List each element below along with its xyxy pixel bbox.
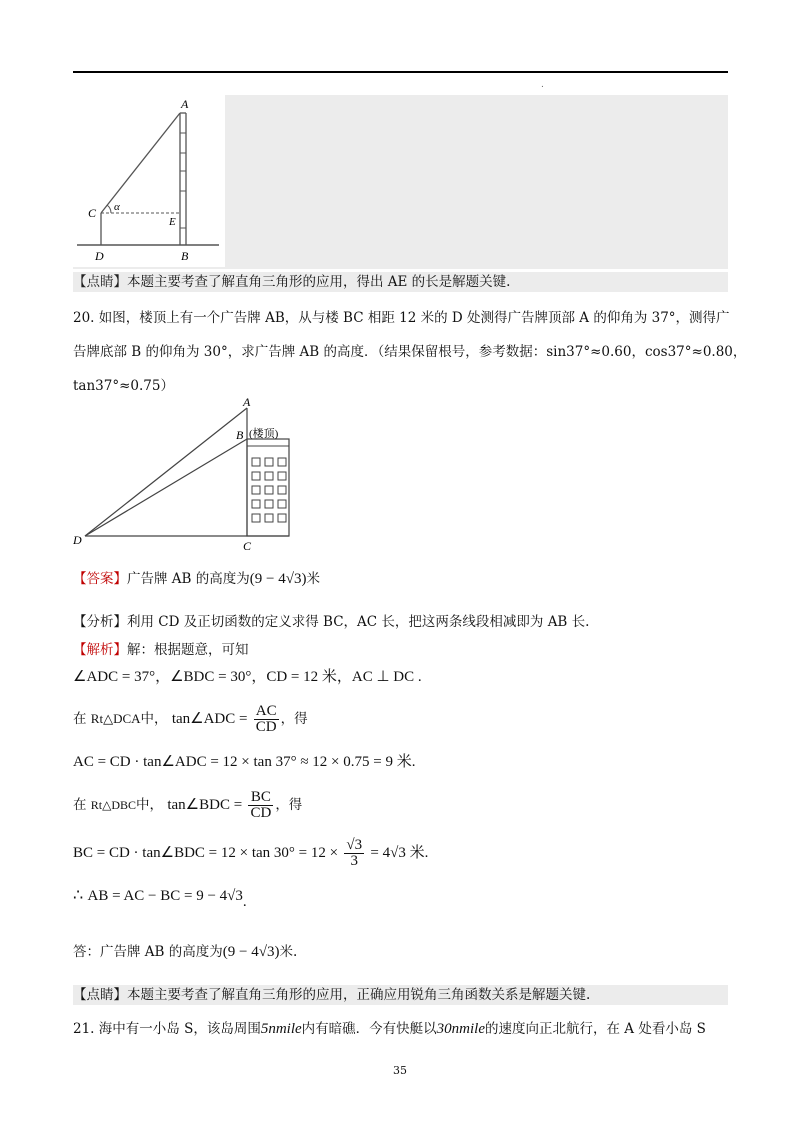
sol-line2-mid: 中， <box>140 711 168 727</box>
q20-line2: 告牌底部 B 的仰角为 30°，求广告牌 AB 的高度．（结果保留根号，参考数据：sin37°≈0.60，cos37°≈0.80， <box>73 344 747 360</box>
sol-line6-expr: AB = AC − BC = 9 − 4√3 <box>87 888 243 904</box>
q20-line1 <box>73 308 730 328</box>
q20-answer <box>73 569 320 589</box>
label-e: E <box>169 216 176 228</box>
sol-line5-pre: BC = CD · tan∠BDC = 12 × tan 30° = 12 × <box>73 845 339 861</box>
dianjing-tag: 【点睛】 <box>73 274 127 290</box>
answer-tag: 【答案】 <box>73 571 127 587</box>
sightline-ca <box>101 113 180 213</box>
building <box>247 439 289 536</box>
answer-unit: 米 <box>306 571 320 587</box>
fraction-bc-cd: $\frac{BC}{CD}$ <box>250 789 272 821</box>
analysis-text: 利用 CD 及正切函数的定义求得 BC，AC 长，把这两条线段相减即为 AB 长. <box>127 614 590 630</box>
question-number: 20. <box>73 310 95 326</box>
label-c: C <box>88 206 97 220</box>
label-alpha: α <box>114 201 120 213</box>
sol-line4-tri: Rt△DBC <box>90 798 137 812</box>
dianjing-tag: 【点睛】 <box>73 987 127 1003</box>
sightline-db <box>85 439 247 536</box>
angle-arc <box>107 205 111 213</box>
sol-line4-mid: 中， <box>136 797 164 813</box>
label-d: D <box>73 533 82 547</box>
sol-line2-tri: Rt△DCA <box>90 711 141 726</box>
q20-dianjing <box>73 985 728 1005</box>
sol-line2 <box>73 704 308 735</box>
sol-line5-post: = 4√3 米. <box>370 845 429 861</box>
q20-analysis <box>73 612 589 632</box>
q20-solution-head <box>73 640 249 660</box>
question-number: 21. <box>73 1021 95 1037</box>
q21-line1 <box>73 1019 706 1039</box>
question-text: 如图，楼顶上有一个广告牌 AB，从与楼 BC 相距 12 米的 D 处测得广告牌顶部 A 的仰角为 37°，测得广 <box>98 310 730 326</box>
q20-final-answer <box>73 942 297 962</box>
q21-text-a: 海中有一小岛 S，该岛周围 <box>98 1021 261 1037</box>
q19-dianjing <box>73 272 728 292</box>
q19-figure <box>73 95 225 267</box>
sol-line3: AC = CD · tan∠ADC = 12 × tan 37° ≈ 12 × 0.75 = 9 米. <box>73 754 416 770</box>
fraction-ac-cd: $\frac{AC}{CD}$ <box>255 703 277 735</box>
therefore-symbol: ∴ <box>73 885 84 904</box>
page-number: 35 <box>393 1064 407 1077</box>
building-windows <box>252 458 286 522</box>
q20-figure <box>73 395 313 555</box>
label-a: A <box>181 97 189 111</box>
label-d: D <box>95 249 104 263</box>
analysis-tag: 【分析】 <box>73 614 127 630</box>
sol-line6-end: . <box>242 894 247 910</box>
q20-line3: tan37°≈0.75） <box>73 378 174 394</box>
label-a: A <box>243 395 251 409</box>
sol-line2-pre: 在 <box>73 711 87 727</box>
sol-line1: ∠ADC = 37°，∠BDC = 30°，CD = 12 米，AC ⊥ DC . <box>73 669 422 685</box>
dianjing-text: 本题主要考查了解直角三角形的应用，正确应用锐角三角函数关系是解题关键. <box>127 987 591 1003</box>
label-b: B <box>181 249 189 263</box>
sol-line2-post: ，得 <box>280 711 308 727</box>
sightline-da <box>85 408 247 536</box>
solution-tag: 【解析】 <box>73 642 127 658</box>
q21-v2: 30nmile <box>436 1021 485 1037</box>
sol-line4-pre: 在 <box>73 797 87 813</box>
q21-text-b: 内有暗礁．今有快艇以 <box>301 1021 437 1037</box>
answer-value: (9 − 4√3) <box>249 571 307 587</box>
sol-line6 <box>73 885 247 910</box>
dianjing-text: 本题主要考查了解直角三角形的应用，得出 AE 的长是解题关键. <box>127 274 511 290</box>
label-b: B <box>236 428 244 442</box>
answer-text: 广告牌 AB 的高度为 <box>127 571 250 587</box>
sol-line5 <box>73 838 428 869</box>
fraction-sqrt3-3: $\frac{√3}{3}$ <box>346 837 363 869</box>
final-value: (9 − 4√3) <box>222 944 280 960</box>
sol-line4 <box>73 790 302 821</box>
sol-line2-tan: tan∠ADC = <box>171 711 248 727</box>
solution-text: 解：根据题意，可知 <box>127 642 249 658</box>
header-rule <box>73 71 728 73</box>
q21-v1: 5nmile <box>260 1021 302 1037</box>
sol-line4-post: ，得 <box>275 797 303 813</box>
sol-line4-tan: tan∠BDC = <box>167 797 243 813</box>
header-dot: . <box>541 80 544 90</box>
label-roof: (楼顶) <box>249 428 279 440</box>
final-unit: 米. <box>279 944 298 960</box>
q21-text-c: 的速度向正北航行，在 A 处看小岛 S <box>484 1021 706 1037</box>
label-c: C <box>243 539 252 553</box>
final-pre: 答：广告牌 AB 的高度为 <box>73 944 223 960</box>
